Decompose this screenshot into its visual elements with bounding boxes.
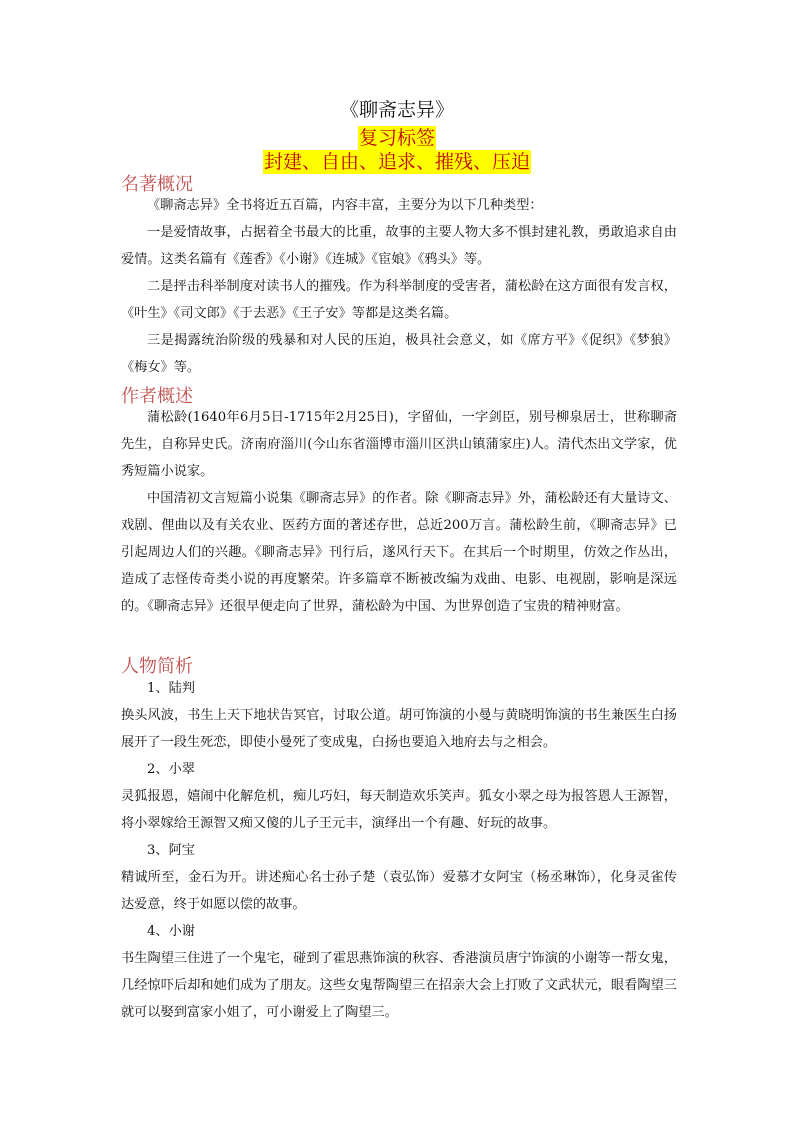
- author-paragraph: 蒲松龄(1640年6月5日-1715年2月25日)，字留仙，一字剑臣，别号柳泉居士，世称聊斋先生，自称异史氏。济南府淄川(今山东省淄博市淄川区洪山镇蒲家庄)人。清代杰出文学家，优秀短篇小说家。: [121, 410, 677, 479]
- section-heading-characters: 人物简析: [121, 656, 193, 677]
- overview-paragraph: 一是爱情故事，占据着全书最大的比重，故事的主要人物大多不惧封建礼教，勇敢追求自由爱情。这类名篇有《莲香》《小谢》《连城》《宦娘》《鸦头》等。: [121, 225, 677, 267]
- character-description: 灵狐报恩，嬉闹中化解危机，痴儿巧妇，每天制造欢乐笑声。狐女小翠之母为报答恩人王源智，将小翠嫁给王源智又痴又傻的儿子王元丰，演绎出一个有趣、好玩的故事。: [121, 789, 677, 831]
- character-label: 3、阿宝: [147, 843, 195, 858]
- character-label: 4、小谢: [147, 924, 195, 939]
- overview-paragraph: 三是揭露统治阶级的残暴和对人民的压迫，极具社会意义，如《席方平》《促织》《梦狼》《梅女》等。: [121, 333, 677, 375]
- section-characters-body: [121, 675, 677, 1026]
- overview-paragraph: 二是抨击科举制度对读书人的摧残。作为科举制度的受害者，蒲松龄在这方面很有发言权，《叶生》《司文郎》《于去恶》《王子安》等都是这类名篇。: [121, 279, 677, 321]
- author-paragraph: 中国清初文言短篇小说集《聊斋志异》的作者。除《聊斋志异》外，蒲松龄还有大量诗文、戏剧、俚曲以及有关农业、医药方面的著述存世，总近200万言。蒲松龄生前，《聊斋志异》已引起周边人们的兴趣。《聊斋志异》刊行后，遂风行天下。在其后一个时期里，仿效之作丛出，造成了志怪传奇类小说的再度繁荣。许多篇章不断被改编为戏曲、电影、电视剧，影响是深远的。《聊斋志异》还很早便走向了世界，蒲松龄为中国、为世界创造了宝贵的精神财富。: [121, 491, 677, 614]
- character-description: 精诚所至，金石为开。讲述痴心名士孙子楚（袁弘饰）爱慕才女阿宝（杨丞琳饰），化身灵雀传达爱意，终于如愿以偿的故事。: [121, 870, 677, 912]
- keywords-label: 封建、自由、追求、摧残、压迫: [263, 151, 530, 173]
- character-description: 换头风波，书生上天下地状告冥官，讨取公道。胡可饰演的小曼与黄晓明饰演的书生兼医生白扬展开了一段生死恋，即使小曼死了变成鬼，白扬也要追入地府去与之相会。: [121, 708, 677, 750]
- review-tag-banner: [0, 126, 794, 150]
- keywords-banner: [0, 150, 794, 174]
- section-overview-body: [121, 192, 677, 381]
- review-tag-label: 复习标签: [358, 127, 435, 149]
- section-heading-overview: 名著概况: [121, 174, 193, 195]
- section-author-body: [121, 404, 677, 620]
- character-label: 2、小翠: [147, 762, 195, 777]
- character-label: 1、陆判: [147, 681, 195, 696]
- document-title: 《聊斋志异》: [339, 99, 454, 121]
- section-heading-author: 作者概述: [121, 386, 193, 407]
- character-description: 书生陶望三住进了一个鬼宅，碰到了霍思燕饰演的秋容、香港演员唐宁饰演的小谢等一帮女鬼，几经惊吓后却和她们成为了朋友。这些女鬼帮陶望三在招亲大会上打败了文武状元，眼看陶望三就可以娶到富家小姐了，可小谢爱上了陶望三。: [121, 951, 677, 1020]
- overview-paragraph: 《聊斋志异》全书将近五百篇，内容丰富，主要分为以下几种类型：: [147, 198, 543, 213]
